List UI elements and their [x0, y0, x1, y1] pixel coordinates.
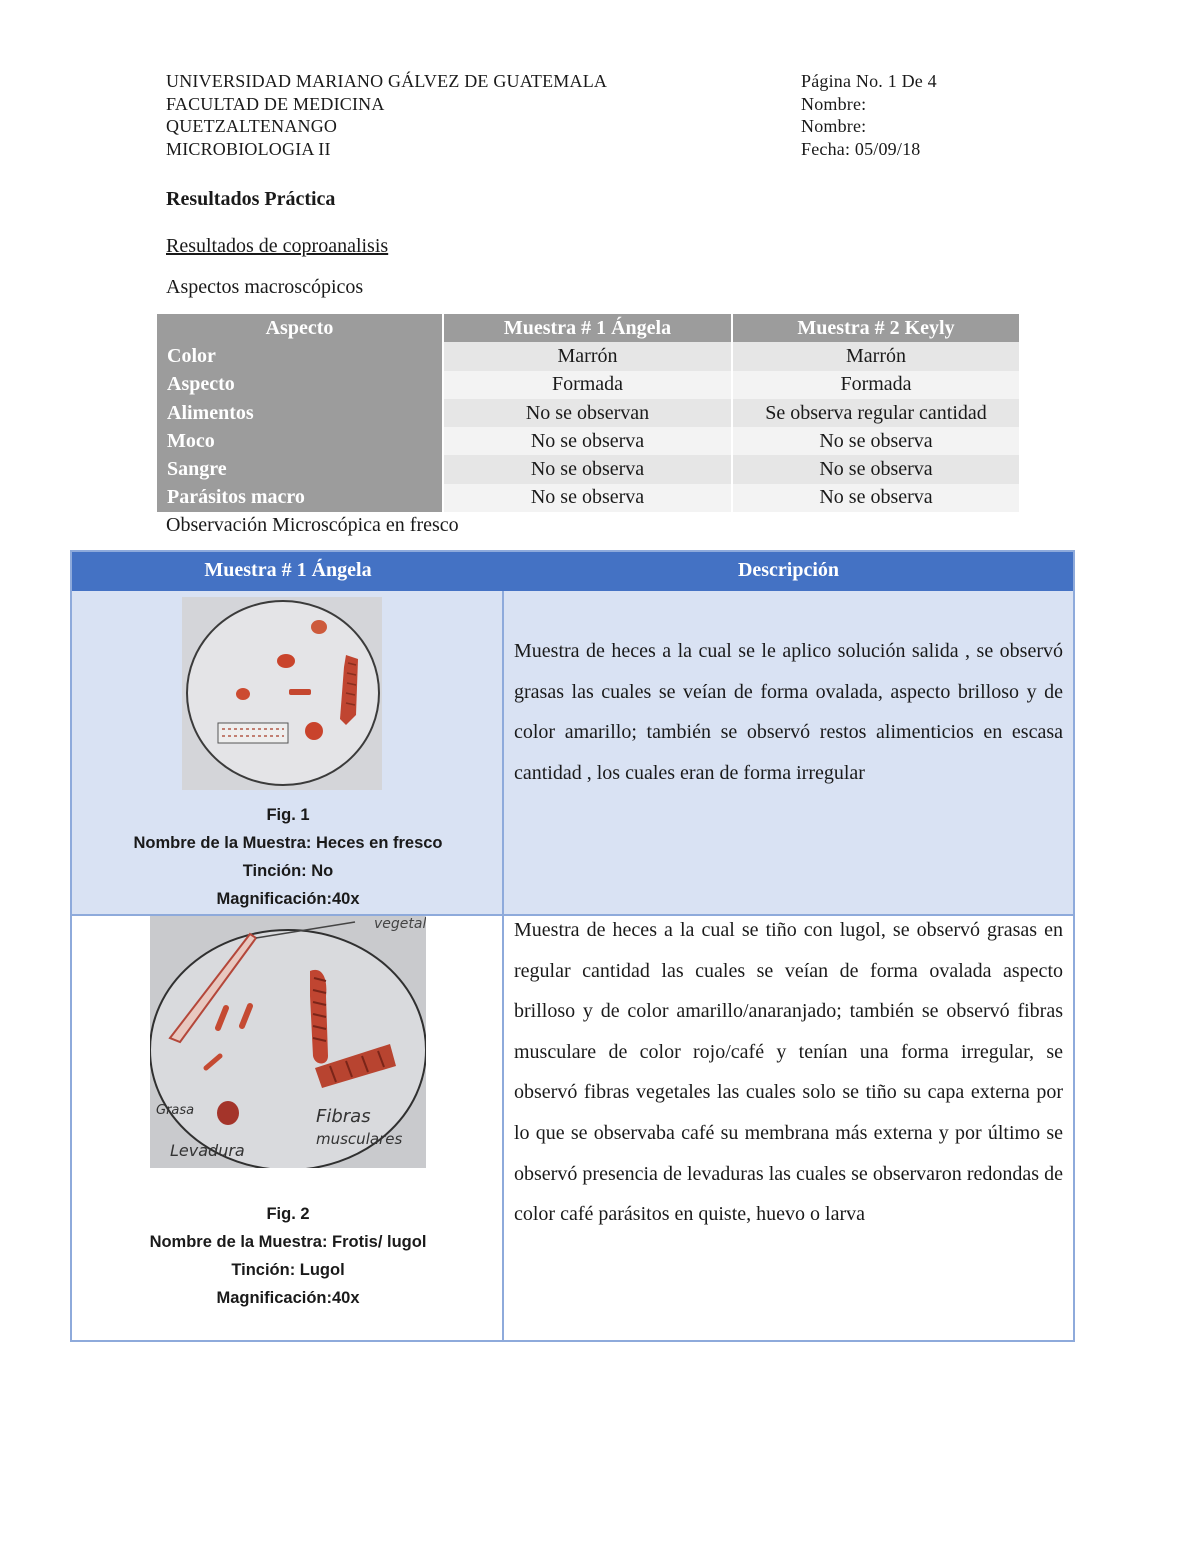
table-row [157, 427, 1021, 455]
row-label: Aspecto [157, 371, 444, 399]
table-cell: No se observa [444, 427, 733, 455]
figure-caption-2 [72, 1200, 504, 1312]
table-cell: No se observa [444, 455, 733, 483]
course-name: MICROBIOLOGIA II [166, 138, 331, 159]
table-cell: Formada [733, 371, 1021, 399]
header-cell: Muestra # 1 Ángela [444, 314, 733, 342]
photo-label-fibras: Fibras [316, 1106, 371, 1127]
table-cell: Formada [444, 371, 733, 399]
magnification-info: Magnificación:40x [216, 1289, 360, 1307]
table-row [157, 484, 1021, 512]
table-header-row [72, 552, 1073, 591]
table-cell: No se observa [733, 484, 1021, 512]
photo-label-grasa: Grasa [156, 1103, 195, 1118]
page-title: Resultados Práctica [166, 188, 336, 210]
faculty-name: FACULTAD DE MEDICINA [166, 93, 385, 114]
row-label: Sangre [157, 455, 444, 483]
figure-number: Fig. 1 [266, 806, 310, 824]
table-row [72, 916, 1073, 1340]
table-row [72, 591, 1073, 916]
header-cell: Aspecto [157, 314, 444, 342]
table-cell: Marrón [444, 342, 733, 370]
column-divider [502, 591, 504, 1340]
description-1: Muestra de heces a la cual se le aplico solución salida , se observó grasas las cuales se veían de forma ovalada, aspecto brilloso y de color amarillo; también se observó restos alimenticios en escasa cantidad , los cuales eran de forma irregular [514, 640, 1063, 784]
macro-results-table [157, 314, 1021, 512]
table-cell: No se observan [444, 399, 733, 427]
table-row [157, 371, 1021, 399]
row-label: Moco [157, 427, 444, 455]
figure-caption-1 [72, 801, 504, 913]
stain-info: Tinción: Lugol [231, 1261, 345, 1279]
description-2: Muestra de heces a la cual se tiño con lugol, se observó grasas en regular cantidad las cuales se veían de forma ovalada aspecto brilloso y de color amarillo/anaranjado; también se observó fibras musculare de color rojo/café y tenían una forma irregular, se observó fibras vegetales las cuales solo se tiño su capa externa por lo que se observaba café su membrana más externa y por último se observó presencia de levaduras las cuales se observaron redondas de color café parásitos en quiste, huevo o larva [514, 919, 1063, 1226]
table-row [157, 342, 1021, 370]
table-row [157, 455, 1021, 483]
microscope-photo-2 [150, 916, 426, 1168]
table-cell: Marrón [733, 342, 1021, 370]
table-header-row [157, 314, 1021, 342]
micro-section-label: Observación Microscópica en fresco [166, 514, 459, 536]
date-field: Fecha: 05/09/18 [801, 138, 921, 159]
page-info-header [801, 70, 937, 160]
figure-number: Fig. 2 [266, 1205, 310, 1223]
row-label: Color [157, 342, 444, 370]
row-label: Parásitos macro [157, 484, 444, 512]
name-field-1: Nombre: [801, 93, 867, 114]
table-cell: No se observa [733, 427, 1021, 455]
institution-header [166, 70, 607, 160]
header-cell: Descripción [737, 559, 840, 581]
stain-info: Tinción: No [242, 862, 334, 880]
table-cell: Se observa regular cantidad [733, 399, 1021, 427]
row-label: Alimentos [157, 399, 444, 427]
sample-name: Nombre de la Muestra: Frotis/ lugol [149, 1233, 427, 1251]
microscope-photo-1 [182, 597, 382, 790]
section-subtitle: Resultados de coproanalisis [166, 235, 389, 257]
photo-label-levadura: Levadura [170, 1141, 245, 1160]
photo-label-musculares: musculares [316, 1130, 403, 1148]
table-row [157, 399, 1021, 427]
page-number: Página No. 1 De 4 [801, 71, 937, 91]
micro-results-table [70, 550, 1075, 1342]
university-name: UNIVERSIDAD MARIANO GÁLVEZ DE GUATEMALA [166, 71, 608, 91]
name-field-2: Nombre: [801, 116, 867, 136]
sample-name: Nombre de la Muestra: Heces en fresco [133, 834, 443, 852]
table-cell: No se observa [444, 484, 733, 512]
macro-section-label: Aspectos macroscópicos [166, 276, 364, 298]
header-cell: Muestra # 2 Keyly [733, 314, 1021, 342]
city-name: QUETZALTENANGO [166, 116, 338, 136]
header-cell: Muestra # 1 Ángela [204, 559, 372, 581]
magnification-info: Magnificación:40x [216, 890, 360, 908]
photo-label-vegetal: vegetal [374, 916, 426, 932]
table-cell: No se observa [733, 455, 1021, 483]
